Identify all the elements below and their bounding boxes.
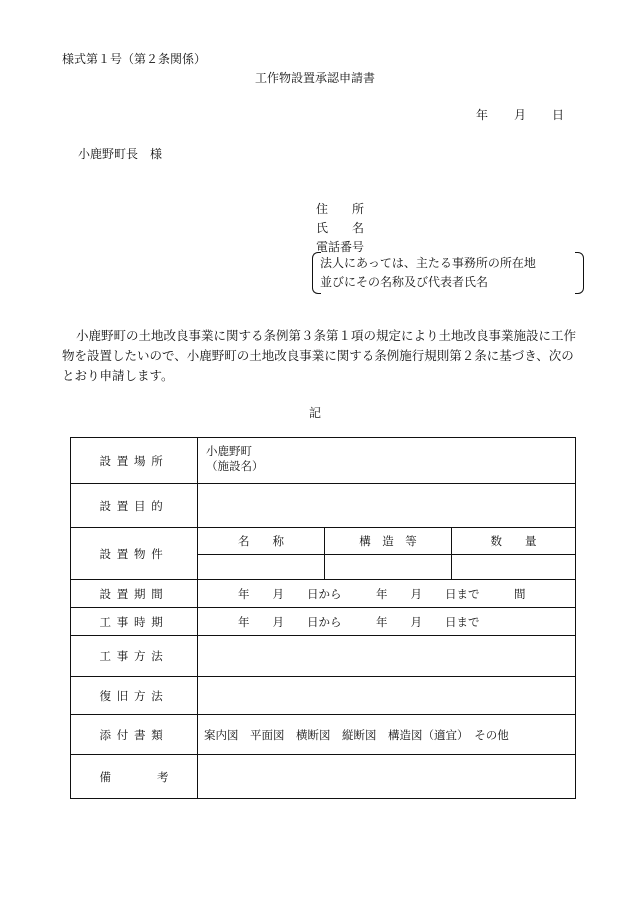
application-details-table <box>70 437 576 799</box>
object-cell <box>198 528 576 580</box>
row-attachments <box>71 715 576 755</box>
application-statement: 小鹿野町の土地改良事業に関する条例第３条第１項の規定により土地改良事業施設に工作物を設置したいので、小鹿野町の土地改良事業に関する条例施行規則第２条に基づき、次のとおり申請します。 <box>62 328 577 383</box>
row-restore <box>71 677 576 715</box>
object-name-input[interactable] <box>198 555 325 579</box>
object-quantity-input[interactable] <box>452 555 576 579</box>
restore-cell[interactable] <box>198 677 576 715</box>
ki-heading: 記 <box>308 406 321 420</box>
method-cell[interactable] <box>198 636 576 677</box>
restore-label: 復旧方法 <box>71 677 198 715</box>
applicant-block <box>316 200 364 257</box>
object-label: 設置物件 <box>71 528 198 580</box>
date-month: 月 <box>514 108 527 122</box>
construction-period-cell[interactable]: 年 月 日から 年 月 日まで <box>198 608 576 636</box>
purpose-cell[interactable] <box>198 484 576 528</box>
right-bracket <box>575 252 584 294</box>
period-cell[interactable]: 年 月 日から 年 月 日まで 間 <box>198 580 576 608</box>
row-construction-period <box>71 608 576 636</box>
attachments-cell: 案内図 平面図 横断図 縦断図 構造図（適宜） その他 <box>198 715 576 755</box>
row-object <box>71 528 576 580</box>
corporation-note <box>312 252 584 294</box>
purpose-label: 設置目的 <box>71 484 198 528</box>
object-subtable <box>198 528 575 579</box>
construction-period-label: 工事時期 <box>71 608 198 636</box>
location-town: 小鹿野町 <box>206 444 252 458</box>
location-label: 設置場所 <box>71 438 198 484</box>
form-number: 様式第１号（第２条関係） <box>62 52 207 66</box>
corp-note-line-1: 法人にあっては、主たる事務所の所在地 <box>320 256 536 270</box>
object-col-structure: 構 造 等 <box>325 528 452 555</box>
method-label: 工事方法 <box>71 636 198 677</box>
period-label: 設置期間 <box>71 580 198 608</box>
address-label: 住 所 <box>316 202 365 216</box>
date-year: 年 <box>476 108 489 122</box>
phone-label: 電話番号 <box>316 240 365 254</box>
object-structure-input[interactable] <box>325 555 452 579</box>
corp-note-line-2: 並びにその名称及び代表者氏名 <box>320 275 489 289</box>
document-title: 工作物設置承認申請書 <box>254 71 375 85</box>
corporation-note-text <box>320 254 536 292</box>
object-col-quantity: 数 量 <box>452 528 576 555</box>
attachments-label: 添付書類 <box>71 715 198 755</box>
row-remarks <box>71 755 576 799</box>
object-header-row <box>198 528 575 555</box>
remarks-cell[interactable] <box>198 755 576 799</box>
date-day: 日 <box>552 108 565 122</box>
date-line <box>476 106 564 123</box>
name-label: 氏 名 <box>316 221 365 235</box>
row-method <box>71 636 576 677</box>
row-location <box>71 438 576 484</box>
remarks-label: 備 考 <box>71 755 198 799</box>
row-purpose <box>71 484 576 528</box>
location-cell[interactable] <box>198 438 576 484</box>
object-col-name: 名 称 <box>198 528 325 555</box>
row-period <box>71 580 576 608</box>
recipient: 小鹿野町長 様 <box>78 147 163 161</box>
object-entry-row <box>198 555 575 579</box>
location-facility: （施設名） <box>206 459 264 473</box>
